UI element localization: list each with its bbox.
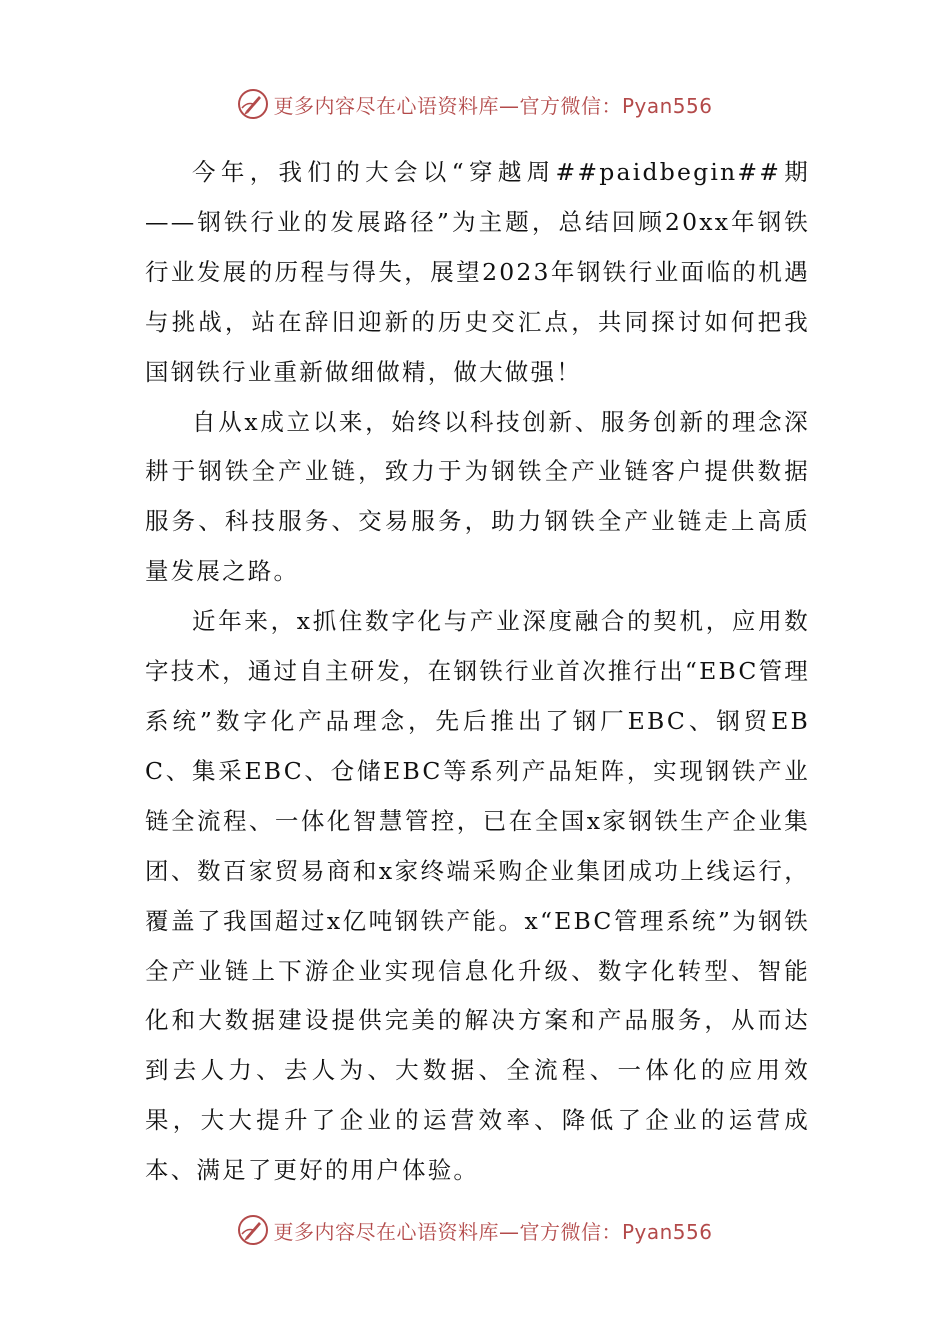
paragraph-1: 今年，我们的大会以“穿越周##paidbegin##期——钢铁行业的发展路径”为主题，总结回顾20xx年钢铁行业发展的历程与得失，展望2023年钢铁行业面临的机遇与挑战，站在辞旧迎新的历史交汇点，共同探讨如何把我国钢铁行业重新做细做精，做大做强！	[145, 158, 810, 386]
footer-watermark	[0, 1210, 950, 1250]
quill-pen-logo-icon	[237, 88, 269, 120]
footer-watermark-text: 更多内容尽在心语资料库—官方微信：Pyan556	[273, 1219, 713, 1244]
quill-pen-logo-icon	[237, 1214, 269, 1246]
paragraph-3: 近年来，x抓住数字化与产业深度融合的契机，应用数字技术，通过自主研发，在钢铁行业首次推行出“EBC管理系统”数字化产品理念，先后推出了钢厂EBC、钢贸EBC、集采EBC、仓储EBC等系列产品矩阵，实现钢铁产业链全流程、一体化智慧管控，已在全国x家钢铁生产企业集团、数百家贸易商和x家终端采购企业集团成功上线运行，覆盖了我国超过x亿吨钢铁产能。x“EBC管理系统”为钢铁全产业链上下游企业实现信息化升级、数字化转型、智能化和大数据建设提供完美的解决方案和产品服务，从而达到去人力、去人为、大数据、全流程、一体化的应用效果，大大提升了企业的运营效率、降低了企业的运营成本、满足了更好的用户体验。	[145, 607, 810, 1185]
header-watermark	[0, 84, 950, 124]
article-body	[145, 148, 810, 1196]
paragraph-2: 自从x成立以来，始终以科技创新、服务创新的理念深耕于钢铁全产业链，致力于为钢铁全产业链客户提供数据服务、科技服务、交易服务，助力钢铁全产业链走上高质量发展之路。	[145, 407, 810, 586]
header-watermark-text: 更多内容尽在心语资料库—官方微信：Pyan556	[273, 93, 713, 118]
